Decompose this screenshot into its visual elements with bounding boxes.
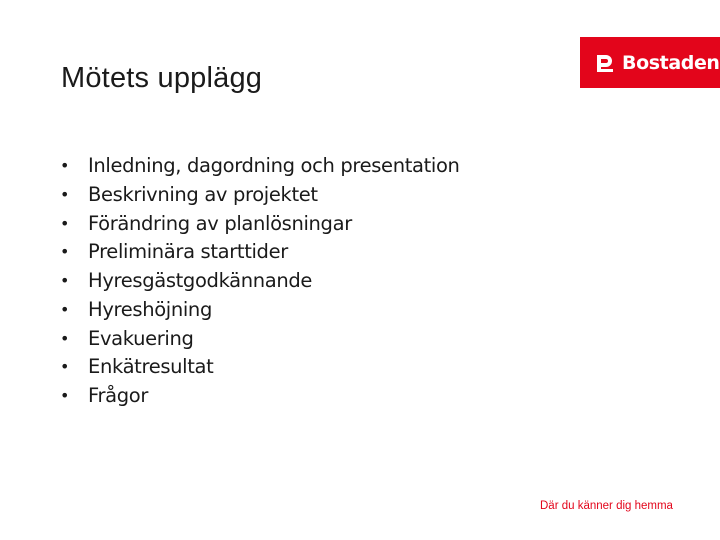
slide-title: Mötets upplägg xyxy=(61,62,263,94)
agenda-item-label: Preliminära starttider xyxy=(88,240,288,264)
bullet: • xyxy=(60,328,70,348)
agenda-item-label: Hyresgästgodkännande xyxy=(88,269,313,292)
bullet: • xyxy=(60,156,70,175)
agenda-item-label: Beskrivning av projektet xyxy=(88,182,318,206)
logo-text: Bostaden xyxy=(622,51,720,74)
list-item xyxy=(60,152,460,181)
bullet: • xyxy=(60,213,70,233)
agenda-item-label: Evakuering xyxy=(88,326,194,350)
bullet: • xyxy=(60,299,70,319)
agenda-item-label: Enkätresultat xyxy=(88,355,214,379)
bullet: • xyxy=(60,357,70,377)
agenda-item-label: Hyreshöjning xyxy=(88,297,212,321)
bullet: • xyxy=(60,271,70,290)
bostaden-logo xyxy=(580,37,720,88)
list-item xyxy=(60,353,460,382)
list-item xyxy=(60,382,460,411)
bullet: • xyxy=(60,242,70,262)
list-item xyxy=(60,296,460,325)
tagline: Där du känner dig hemma xyxy=(540,500,673,512)
list-item xyxy=(60,325,460,354)
list-item xyxy=(60,210,460,239)
list-item xyxy=(60,267,460,296)
agenda-item-label: Förändring av planlösningar xyxy=(88,211,352,235)
bullet: • xyxy=(60,184,70,204)
agenda-item-label: Frågor xyxy=(88,384,148,407)
list-item xyxy=(60,238,460,267)
agenda-list xyxy=(60,152,460,411)
bostaden-logo-icon xyxy=(595,53,617,73)
list-item xyxy=(60,181,460,210)
agenda-item-label: Inledning, dagordning och presentation xyxy=(88,154,460,177)
bullet: • xyxy=(60,386,70,405)
